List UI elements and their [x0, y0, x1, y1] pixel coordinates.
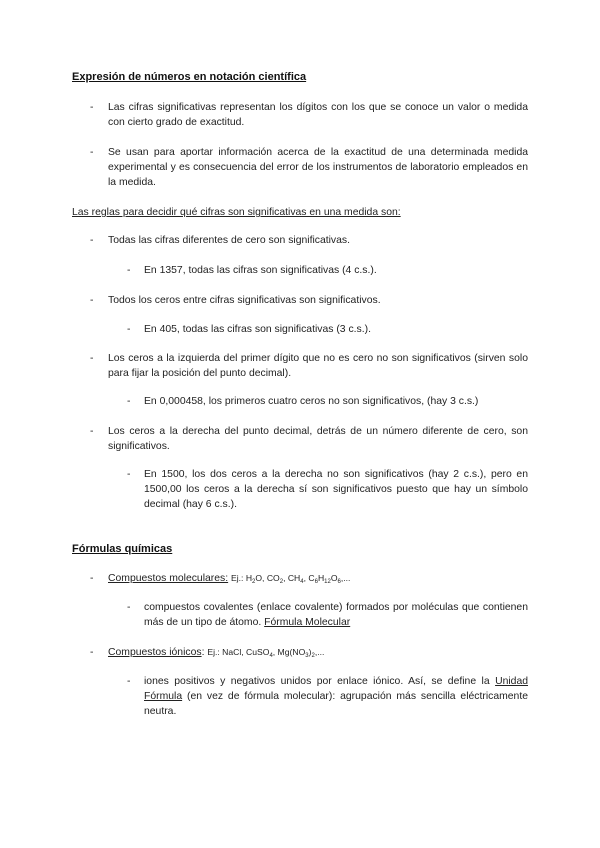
bullet-significant-figures-usage: Se usan para aportar información acerca de la exactitud de una determinada medida experimental y es consecuencia del error de los instrumentos de laboratorio empleados en la medida. [108, 147, 528, 188]
rule-zeros-between: Todos los ceros entre cifras significativas son significativos. [108, 295, 381, 306]
bullet-dash: - [127, 602, 131, 613]
rule-example-1500: En 1500, los dos ceros a la derecha no son significativos (hay 2 c.s.), pero en 1500,00 los ceros a la derecha sí son significativos puesto que hay un símbolo decimal (hay 6 c.s.). [144, 469, 528, 510]
bullet-dash: - [127, 265, 131, 276]
bullet-dash: - [90, 295, 94, 306]
rule-example-0000458: En 0,000458, los primeros cuatro ceros no son significativos, (hay 3 c.s.) [144, 396, 479, 407]
bullet-dash: - [90, 426, 94, 437]
bullet-dash: - [90, 353, 94, 364]
rule-example-405: En 405, todas las cifras son significativas (3 c.s.). [144, 324, 371, 335]
ionic-examples: Ej.: NaCl, CuSO$_4$, $Mg(NO_3)_2$,... [207, 647, 325, 659]
bullet-significant-figures-definition: Las cifras significativas representan los dígitos con los que se conoce un valor o medida con cierto grado de exactitud. [108, 102, 528, 128]
rule-trailing-zeros: Los ceros a la derecha del punto decimal, detrás de un número diferente de cero, son significativos. [108, 426, 528, 452]
bullet-dash: - [127, 676, 131, 687]
bullet-dash: - [90, 147, 94, 158]
bullet-dash: - [90, 235, 94, 246]
molecular-formula-term: Fórmula Molecular [264, 617, 351, 628]
section-title-scientific-notation: Expresión de números en notación científica [72, 71, 307, 83]
bullet-dash: - [127, 324, 131, 335]
rule-leading-zeros: Los ceros a la izquierda del primer dígito que no es cero no son significativos (sirven solo para fijar la posición del punto decimal). [108, 353, 528, 379]
rule-example-1357: En 1357, todas las cifras son significativas (4 c.s.). [144, 265, 377, 276]
ionic-compounds-label: Compuestos iónicos [108, 647, 202, 658]
formula-unit-term: Unidad Fórmula [144, 676, 529, 702]
ionic-compounds-description: iones positivos y negativos unidos por enlace iónico. Así, se define la Unidad Fórmula (en vez de fórmula molecular): agrupación más sencilla eléctricamente neutra. [144, 676, 529, 717]
bullet-dash: - [127, 469, 131, 480]
molecular-compounds-label: Compuestos moleculares: [108, 573, 229, 584]
rules-title: Las reglas para decidir qué cifras son significativas en una medida son: [72, 207, 401, 218]
ionic-compounds-line: Compuestos iónicos: Ej.: NaCl, CuSO$_4$, $Mg(NO_3)_2$,... [108, 647, 325, 659]
section-title-chemical-formulas: Fórmulas químicas [72, 543, 173, 555]
molecular-examples: Ej.: $H_2O$, $CO_2$, $CH_4$, $C_6H_{12}O_6$,... [231, 573, 351, 585]
rule-nonzero-digits: Todas las cifras diferentes de cero son significativas. [108, 235, 350, 246]
bullet-dash: - [90, 647, 94, 658]
bullet-dash: - [127, 396, 131, 407]
bullet-dash: - [90, 573, 94, 584]
molecular-compounds-line [108, 571, 528, 586]
bullet-dash: - [90, 102, 94, 113]
molecular-compounds-description: compuestos covalentes (enlace covalente) formados por moléculas que contienen más de un tipo de átomo. Fórmula Molecular [144, 602, 528, 628]
